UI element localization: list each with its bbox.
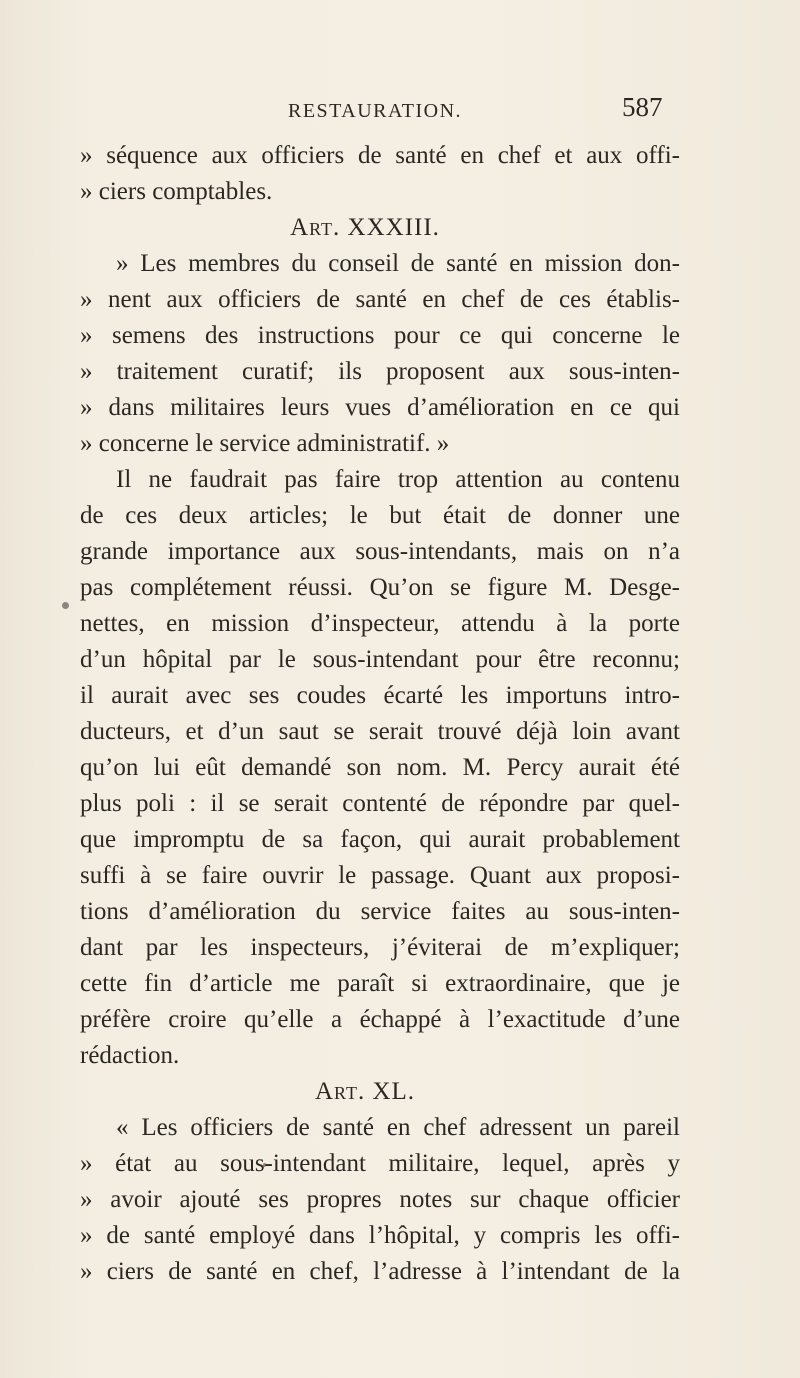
page-number: 587 xyxy=(622,92,663,122)
text-line: tions d’amélioration du service faites au sous-inten- xyxy=(80,898,680,925)
text-line: « Les officiers de santé en chef adressent un pareil xyxy=(116,1114,680,1141)
text-line: grande importance aux sous-intendants, mais on n’a xyxy=(80,538,680,565)
text-line: » dans militaires leurs vues d’amélioration en ce qui xyxy=(80,394,680,421)
text-line: » Les membres du conseil de santé en mission don- xyxy=(116,250,680,277)
article-heading-label: Art. XL. xyxy=(314,1078,416,1105)
article-heading xyxy=(80,1074,680,1110)
text-line: il aurait avec ses coudes écarté les importuns intro- xyxy=(80,682,680,709)
body-text xyxy=(80,138,680,1290)
text-line: suffi à se faire ouvrir le passage. Quant aux proposi- xyxy=(80,862,680,889)
text-line: nettes, en mission d’inspecteur, attendu à la porte xyxy=(80,610,680,637)
text-line: dant par les inspecteurs, j’éviterai de m’expliquer; xyxy=(80,934,680,961)
article-heading-label: Art. XXXIII. xyxy=(290,214,440,241)
text-line: plus poli : il se serait contenté de répondre par quel- xyxy=(80,790,680,817)
text-line: » séquence aux officiers de santé en chef et aux offi- xyxy=(80,142,680,169)
text-line: rédaction. xyxy=(80,1042,180,1069)
text-line: » ciers comptables. xyxy=(80,178,273,205)
text-line: pas complétement réussi. Qu’on se figure M. Desge- xyxy=(80,574,680,601)
text-line: de ces deux articles; le but était de donner une xyxy=(80,502,680,529)
text-line: cette fin d’article me paraît si extraordinaire, que je xyxy=(80,970,680,997)
text-line: ducteurs, et d’un saut se serait trouvé déjà loin avant xyxy=(80,718,680,745)
text-line: » semens des instructions pour ce qui concerne le xyxy=(80,322,680,349)
text-line: » concerne le service administratif. » xyxy=(80,430,450,457)
text-line: qu’on lui eût demandé son nom. M. Percy aurait été xyxy=(80,754,680,781)
text-line: préfère croire qu’elle a échappé à l’exactitude d’une xyxy=(80,1006,680,1033)
text-line: » avoir ajouté ses propres notes sur chaque officier xyxy=(80,1186,680,1213)
running-title: RESTAURATION. xyxy=(288,100,463,122)
text-line: » nent aux officiers de santé en chef de ces établis- xyxy=(80,286,680,313)
text-line: » état au sous-intendant militaire, lequel, après y xyxy=(80,1150,680,1177)
article-heading xyxy=(80,210,680,246)
page-header xyxy=(0,92,800,132)
text-line: Il ne faudrait pas faire trop attention au contenu xyxy=(116,466,680,493)
text-line: d’un hôpital par le sous-intendant pour être reconnu; xyxy=(80,646,680,673)
text-line: » traitement curatif; ils proposent aux sous-inten- xyxy=(80,358,680,385)
text-line: que impromptu de sa façon, qui aurait probablement xyxy=(80,826,680,853)
margin-mark xyxy=(62,602,69,609)
text-line: » ciers de santé en chef, l’adresse à l’intendant de la xyxy=(80,1258,680,1285)
text-line: » de santé employé dans l’hôpital, y compris les offi- xyxy=(80,1222,680,1249)
